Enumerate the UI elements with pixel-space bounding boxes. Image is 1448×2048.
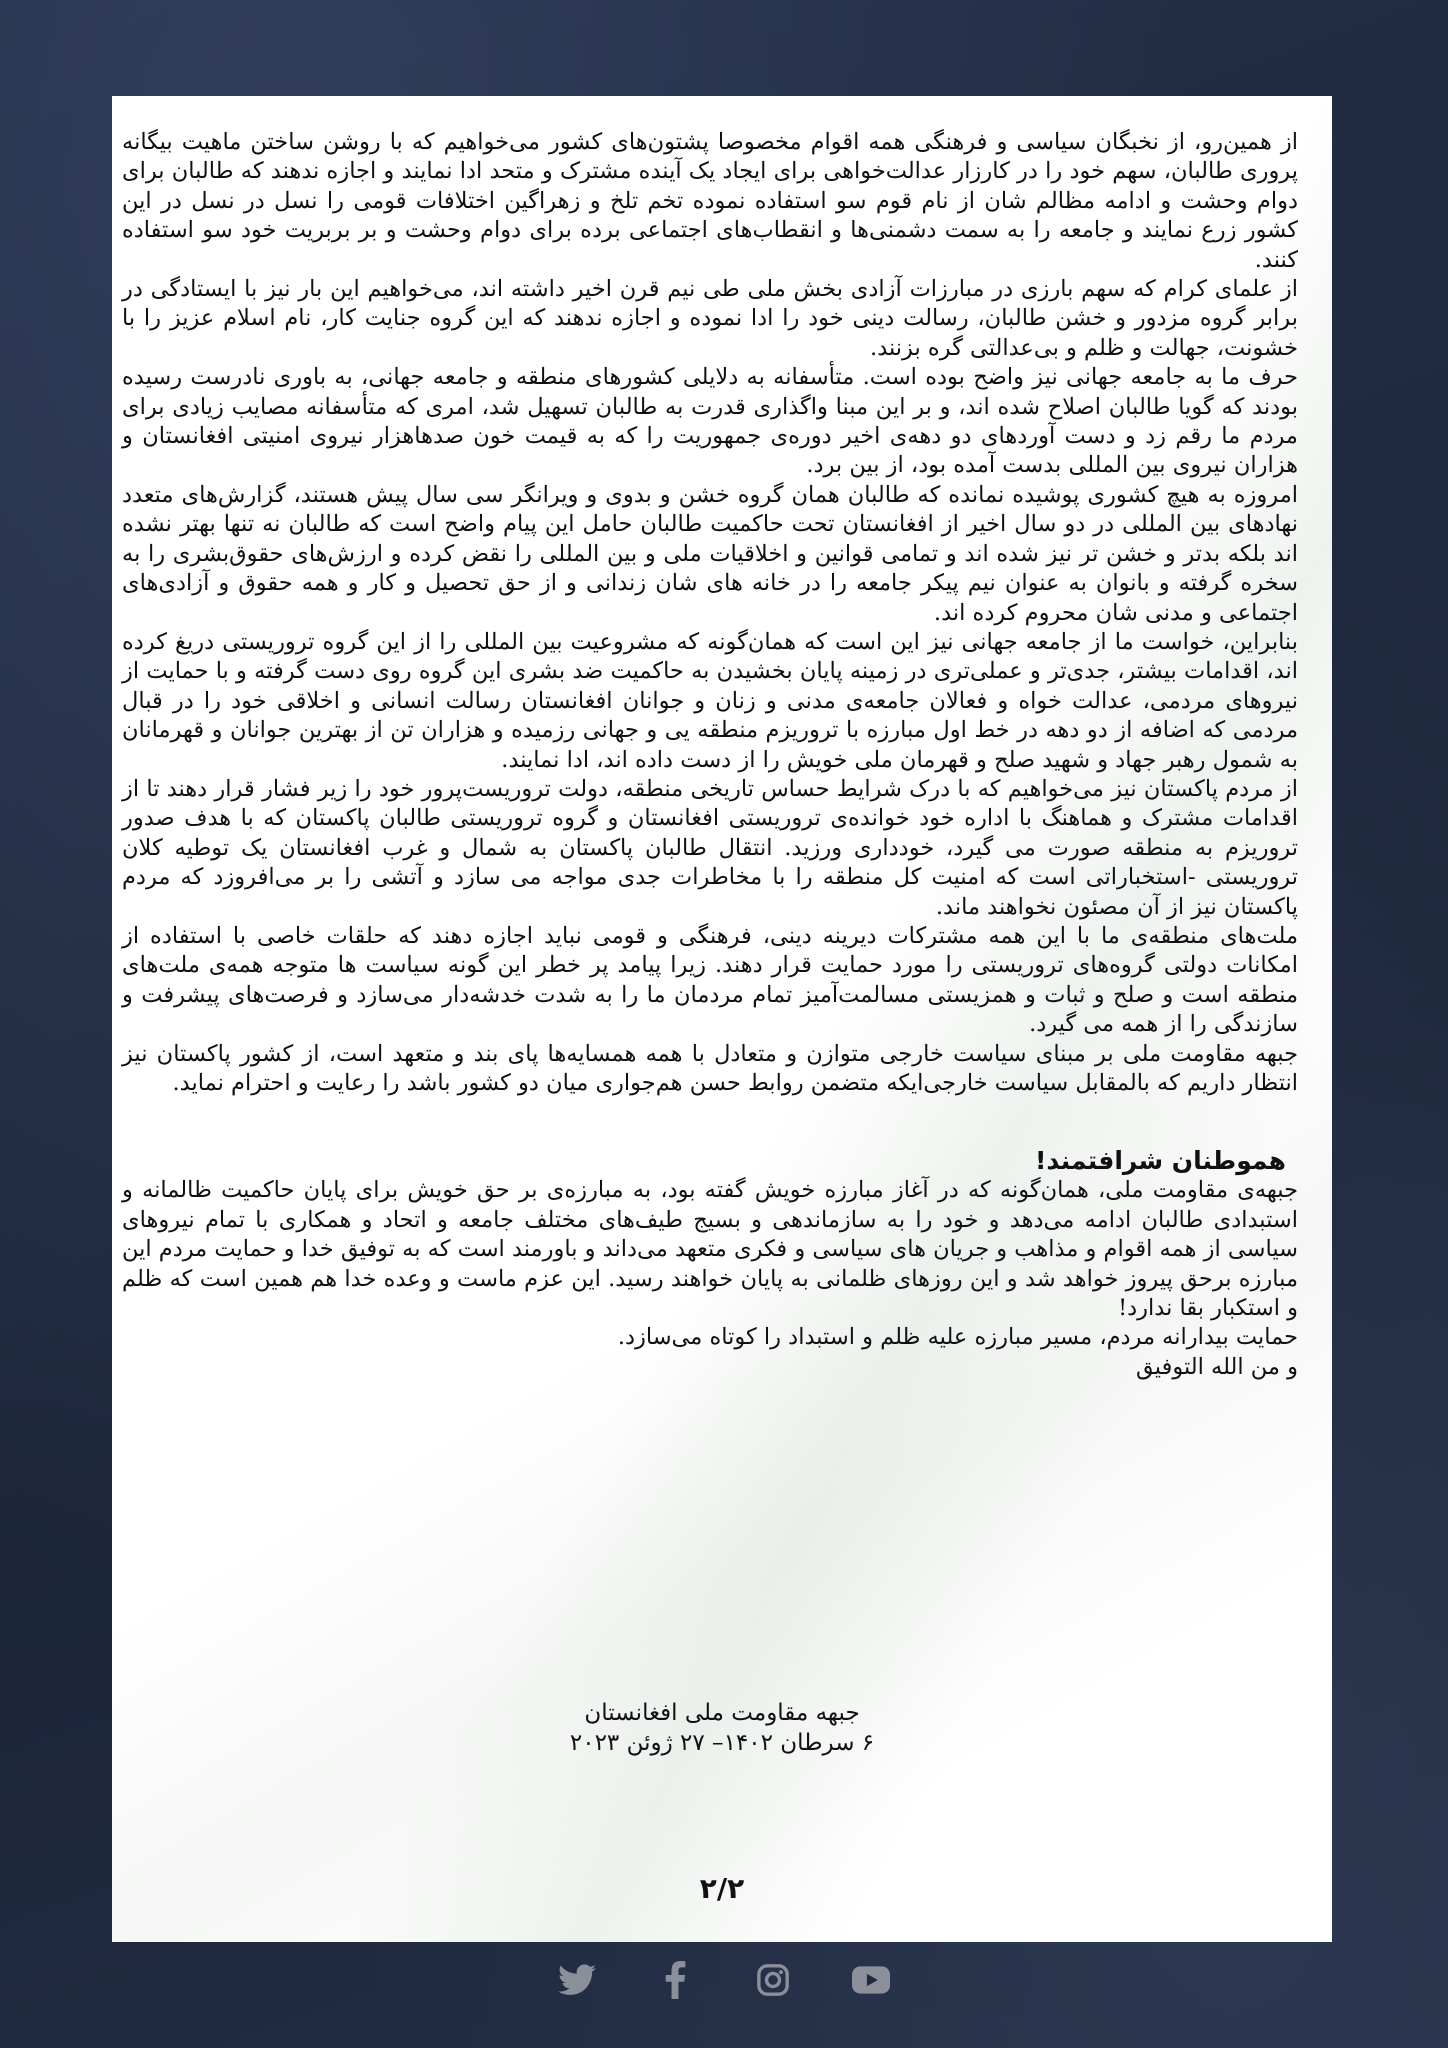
paragraph-elites: از همین‌رو، از نخبگان سیاسی و فرهنگی همه اقوام مخصوصا پشتون‌های کشور می‌خواهیم که با روشن ساختن ماهیت بیگانه پروری طالبان، سهم خود را در کارزار عدالت‌خواهی برای ایجاد یک آینده مشترک و متحد ادا نمایند و اجازه ندهند که طالبان برای دوام وحشت و ادامه مظالم شان از نام قوم سو استفاده نموده تخم تلخ و زهراگین اختلافات قومی را نسل در نسل در این کشور زرع نمایند و جامعه را به سمت دشمنی‌ها و انقطاب‌های اجتماعی برده برای دوام وحشت و بر بربریت خود سو استفاده کنند. <box>122 129 1298 273</box>
signature-block <box>112 1698 1332 1758</box>
document-page <box>112 96 1332 1942</box>
paragraph-closing-prayer: و من الله التوفیق <box>1136 1353 1298 1380</box>
paragraph-request-to-world: بنابراین، خواست ما از جامعه جهانی نیز این است که همان‌گونه که مشروعیت بین المللی را از این گروه تروریستی دریغ کرده اند، اقدامات بیشتر، جدی‌تر و عملی‌تری در زمینه پایان بخشیدن به حاکمیت ضد بشری این گروه روی دست گرفته و با حمایت از نیروهای مردمی، عدالت خواه و فعالان جامعه‌ی مدنی و زنان و جوانان افغانستان رسالت انسانی و اخلاقی خود را در قبال مردمی که اضافه از دو دهه در خط اول مبارزه با تروریزم منطقه یی و جهانی رزمیده و هزاران تن از بهترین جوانان و قهرمانان به شمول رهبر جهاد و شهید صلح و قهرمان ملی خویش را از دست داده اند، ادا نمایند. <box>122 628 1298 773</box>
paragraph-clerics: از علمای کرام که سهم بارزی در مبارزات آزادی بخش ملی طی نیم قرن اخیر داشته اند، می‌خواهیم این بار نیز با ایستادگی در برابر گروه مزدور و خشن طالبان، رسالت دینی خود را ادا نموده و اجازه ندهند که این گروه جنایت کار، نام اسلام عزیز را با خشونت، جهالت و ظلم و بی‌عدالتی گره بزنند. <box>122 276 1298 361</box>
paragraph-regional-nations: ملت‌های منطقه‌ی ما با این همه مشترکات دیرینه دینی، فرهنگی و قومی نباید اجازه دهند که حلقات خاصی با استفاده از امکانات دولتی گروه‌های تروریستی را مورد حمایت قرار دهند. زیرا پیامد پر خطر این گونه سیاست ها متوجه همه‌ی ملت‌های منطقه است و صلح و ثبات و همزیستی مسالمت‌آمیز تمام مردمان ما را به شدت خدشه‌دار می‌سازد و فرصت‌های پیشرفت و سازندگی را از همه می گیرد. <box>122 922 1298 1038</box>
paragraph-public-support: حمایت بیدارانه مردم، مسیر مبارزه علیه ظلم و استبداد را کوتاه می‌سازد. <box>617 1324 1298 1351</box>
page-number: ۲/۲ <box>699 1872 745 1905</box>
document-date: ۶ سرطان ۱۴۰۲– ۲۷ ژوئن ۲۰۲۳ <box>569 1730 875 1756</box>
paragraph-foreign-policy: جبهه مقاومت ملی بر مبنای سیاست خارجی متوازن و متعادل با همه همسایه‌ها پای بند و متعهد است، از کشور پاکستان نیز انتظار داریم که بالمقابل سیاست خارجی‌ایکه متضمن روابط حسن هم‌جواری میان دو کشور باشد را رعایت و احترام نماید. <box>122 1040 1298 1096</box>
paragraph-pakistan-people: از مردم پاکستان نیز می‌خواهیم که با درک شرایط حساس تاریخی منطقه، دولت تروریست‌پرور خود را زیر فشار قرار دهند تا از اقدامات مشترک و هماهنگ با اداره خود خوانده‌ی تروریستی افغانستان و گروه تروریستی طالبان پاکستان که با هدف صدور تروریزم به منطقه صورت می گیرد، خودداری ورزید. انتقال طالبان پاکستان به شمال و غرب افغانستان یک توطیه کلان تروریستی -استخباراتی است که امنیت کل منطقه را با مخاطرات جدی مواجه می سازد و آتشی را بر می‌افروزد که مردم پاکستان نیز از آن مصئون نخواهند ماند. <box>122 775 1298 920</box>
document-body <box>122 128 1298 1382</box>
paragraph-taliban-unchanged: امروزه به هیچ کشوری پوشیده نمانده که طالبان همان گروه خشن و بدوی و ویرانگر سی سال پیش هستند، گزارش‌های متعدد نهادهای بین المللی در دو سال اخیر از افغانستان تحت حاکمیت طالبان حامل این پیام واضح است که طالبان نه تنها بهتر نشده اند بلکه بدتر و خشن تر نیز شده اند و تمامی قوانین و اخلاقیات ملی و بین المللی را نقض کرده و ارزش‌های حقوق‌بشری را به سخره گرفته و بانوان به عنوان نیم پیکر جامعه را در خانه های شان زندانی و از حق تحصیل و کار و همه حقوق و آزادی‌های اجتماعی و مدنی شان محروم کرده اند. <box>122 481 1298 626</box>
section-heading: هموطنان شرافتمند! <box>1034 1146 1286 1176</box>
paragraph-international-community: حرف ما به جامعه جهانی نیز واضح بوده است. متأسفانه به دلایلی کشورهای منطقه و جامعه جهانی، به باوری نادرست رسیده بودند که گویا طالبان اصلاح شده اند، و بر این مبنا واگذاری قدرت به طالبان تسهیل شد، امری که متأسفانه مصایب زیادی برای مردم ما رقم زد و دست آوردهای دو دهه‌ی اخیر دوره‌ی جمهوریت را که به قیمت خون صدهاهزار نیروی امنیتی افغانستان و هزاران نیروی بین المللی بدست آمده بود، از بین برد. <box>122 364 1298 479</box>
instagram-icon[interactable] <box>751 1958 795 2002</box>
twitter-icon[interactable] <box>555 1958 599 2002</box>
social-links <box>0 1958 1448 2002</box>
signature: جبهه مقاومت ملی افغانستان <box>584 1700 860 1726</box>
paragraph-resistance-continues: جبهه‌ی مقاومت ملی، همان‌گونه که در آغاز مبارزه خویش گفته بود، به مبارزه‌ی بر حق خویش برای پایان حاکمیت ظالمانه و استبدادی طالبان ادامه می‌دهد و خود را به سازماندهی و بسیج طیف‌های مختلف جامعه و اتحاد و همکاری با تمام نیروهای سیاسی از همه اقوام و مذاهب و جریان های سیاسی و فکری متعهد می‌داند و باورمند است که به توفیق خدا و حمایت مردم این مبارزه برحق پیروز خواهد شد و این روزهای ظلمانی به پایان خواهند رسید. این عزم ماست و وعده خدا هم همین است که ظلم و استکبار بقا ندارد! <box>122 1177 1298 1322</box>
facebook-icon[interactable] <box>653 1958 697 2002</box>
youtube-icon[interactable] <box>849 1958 893 2002</box>
